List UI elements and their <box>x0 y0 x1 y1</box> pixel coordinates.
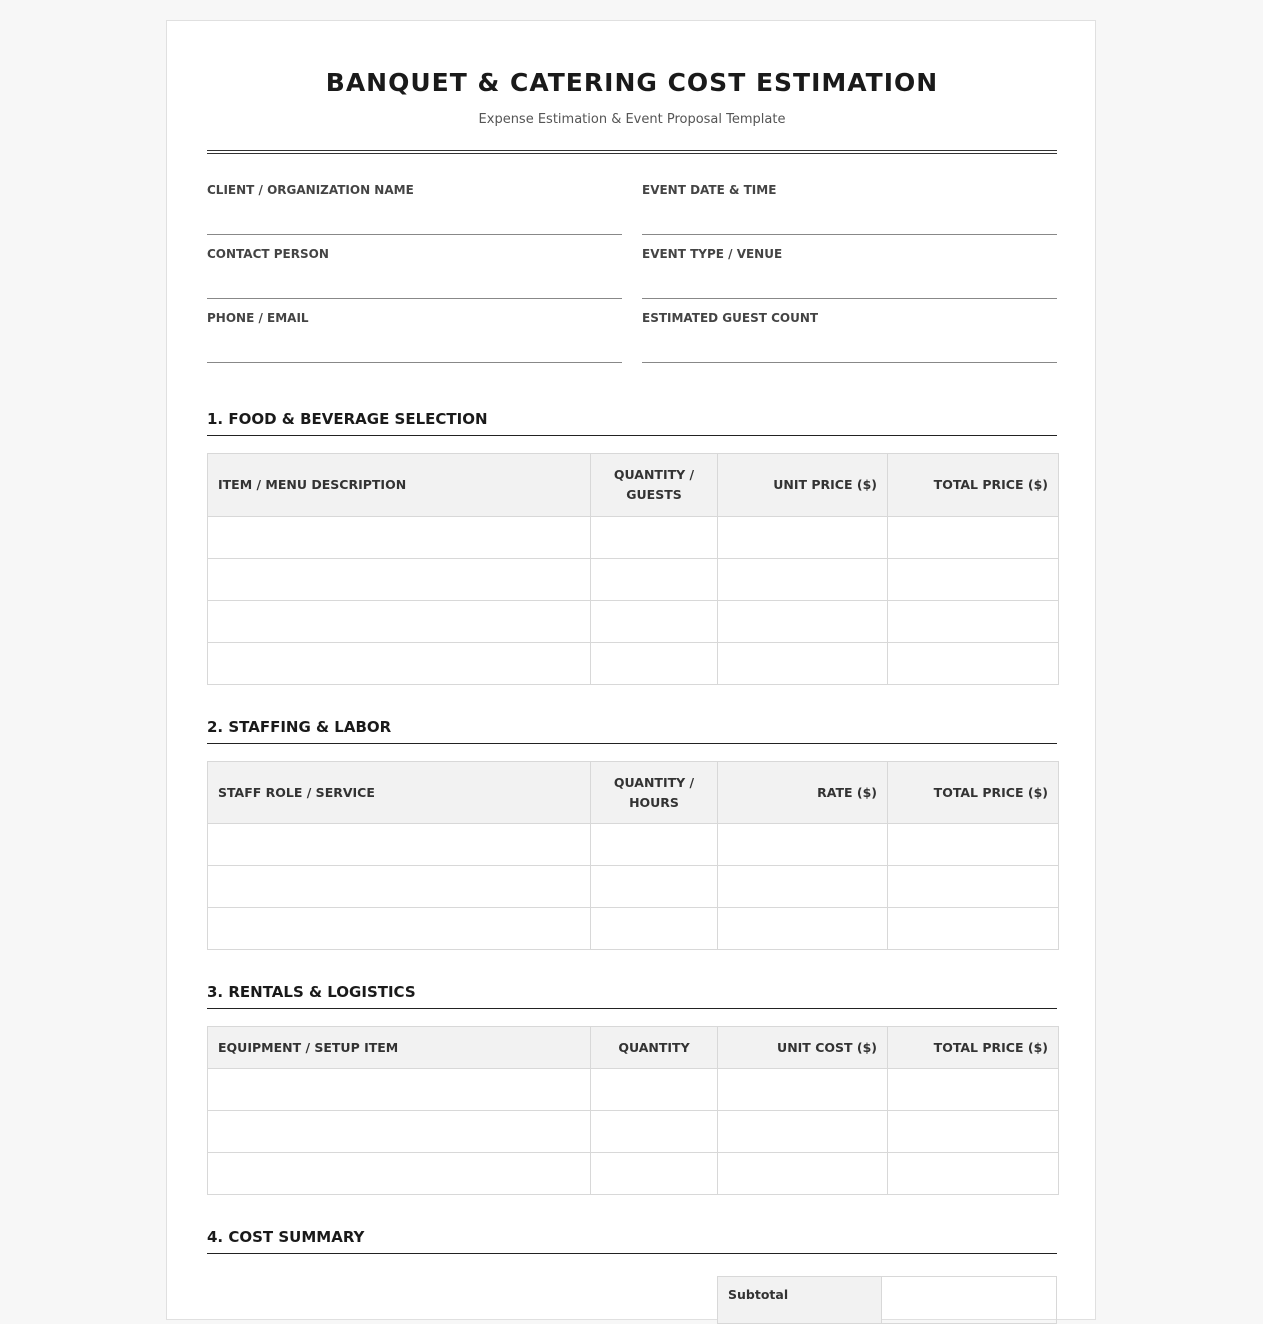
event-date-time-label: EVENT DATE & TIME <box>642 183 777 197</box>
table-cell[interactable] <box>591 824 718 866</box>
table-cell[interactable] <box>208 824 591 866</box>
table-cell[interactable] <box>208 643 591 685</box>
table-cell[interactable] <box>718 559 888 601</box>
table-cell[interactable] <box>591 643 718 685</box>
table-row <box>208 866 1059 908</box>
guest-count-field[interactable] <box>642 311 1057 363</box>
column-header: TOTAL PRICE ($) <box>888 454 1059 517</box>
document-page <box>166 20 1096 1320</box>
table-row <box>208 1069 1059 1111</box>
event-type-venue-field[interactable] <box>642 247 1057 299</box>
table-row <box>208 1153 1059 1195</box>
table-cell[interactable] <box>888 908 1059 950</box>
column-header: EQUIPMENT / SETUP ITEM <box>208 1027 591 1069</box>
rentals-table <box>207 1026 1059 1195</box>
table-cell[interactable] <box>591 517 718 559</box>
table-cell[interactable] <box>718 824 888 866</box>
section-title-summary: 4. COST SUMMARY <box>207 1228 1057 1254</box>
column-header: QUANTITY <box>591 1027 718 1069</box>
table-cell[interactable] <box>208 559 591 601</box>
client-name-field[interactable] <box>207 183 622 235</box>
table-cell[interactable] <box>208 866 591 908</box>
section-title-staffing: 2. STAFFING & LABOR <box>207 718 1057 744</box>
subtotal-label: Subtotal <box>718 1277 882 1324</box>
table-cell[interactable] <box>718 1111 888 1153</box>
column-header: QUANTITY / GUESTS <box>591 454 718 517</box>
column-header: UNIT COST ($) <box>718 1027 888 1069</box>
phone-email-field[interactable] <box>207 311 622 363</box>
section-title-rentals: 3. RENTALS & LOGISTICS <box>207 983 1057 1009</box>
table-header-row <box>208 1027 1059 1069</box>
table-cell[interactable] <box>208 601 591 643</box>
header-divider <box>207 150 1057 154</box>
table-row <box>208 559 1059 601</box>
event-type-venue-label: EVENT TYPE / VENUE <box>642 247 783 261</box>
table-row <box>208 643 1059 685</box>
table-header-row <box>208 762 1059 824</box>
table-cell[interactable] <box>591 1069 718 1111</box>
table-cell[interactable] <box>718 1069 888 1111</box>
column-header: UNIT PRICE ($) <box>718 454 888 517</box>
event-date-time-field[interactable] <box>642 183 1057 235</box>
table-cell[interactable] <box>591 1153 718 1195</box>
column-header: RATE ($) <box>718 762 888 824</box>
table-cell[interactable] <box>718 601 888 643</box>
table-cell[interactable] <box>208 1069 591 1111</box>
document-subtitle: Expense Estimation & Event Proposal Template <box>478 112 786 127</box>
table-cell[interactable] <box>888 601 1059 643</box>
table-row <box>208 824 1059 866</box>
table-row <box>208 601 1059 643</box>
contact-person-label: CONTACT PERSON <box>207 247 329 261</box>
cost-summary-table <box>717 1276 1057 1324</box>
subtotal-value-cell[interactable] <box>882 1277 1057 1324</box>
contact-person-field[interactable] <box>207 247 622 299</box>
phone-email-label: PHONE / EMAIL <box>207 311 309 325</box>
table-cell[interactable] <box>591 908 718 950</box>
table-cell[interactable] <box>718 517 888 559</box>
table-cell[interactable] <box>888 1153 1059 1195</box>
table-cell[interactable] <box>888 866 1059 908</box>
table-cell[interactable] <box>888 1111 1059 1153</box>
guest-count-label: ESTIMATED GUEST COUNT <box>642 311 819 325</box>
document-title: BANQUET & CATERING COST ESTIMATION <box>325 68 939 97</box>
table-cell[interactable] <box>888 559 1059 601</box>
section-title-food: 1. FOOD & BEVERAGE SELECTION <box>207 410 1057 436</box>
column-header: ITEM / MENU DESCRIPTION <box>208 454 591 517</box>
table-row <box>208 1111 1059 1153</box>
table-cell[interactable] <box>208 517 591 559</box>
table-cell[interactable] <box>591 1111 718 1153</box>
table-row <box>208 517 1059 559</box>
table-cell[interactable] <box>208 908 591 950</box>
table-row <box>208 908 1059 950</box>
column-header: QUANTITY / HOURS <box>591 762 718 824</box>
table-cell[interactable] <box>591 601 718 643</box>
table-cell[interactable] <box>208 1153 591 1195</box>
column-header: TOTAL PRICE ($) <box>888 762 1059 824</box>
table-cell[interactable] <box>888 1069 1059 1111</box>
column-header: TOTAL PRICE ($) <box>888 1027 1059 1069</box>
staffing-table <box>207 761 1059 950</box>
summary-row <box>718 1277 1057 1324</box>
table-cell[interactable] <box>718 1153 888 1195</box>
table-cell[interactable] <box>591 559 718 601</box>
table-cell[interactable] <box>208 1111 591 1153</box>
table-cell[interactable] <box>718 908 888 950</box>
client-name-label: CLIENT / ORGANIZATION NAME <box>207 183 414 197</box>
food-table <box>207 453 1059 685</box>
column-header: STAFF ROLE / SERVICE <box>208 762 591 824</box>
table-cell[interactable] <box>888 643 1059 685</box>
table-cell[interactable] <box>888 517 1059 559</box>
table-header-row <box>208 454 1059 517</box>
table-cell[interactable] <box>718 866 888 908</box>
table-cell[interactable] <box>591 866 718 908</box>
table-cell[interactable] <box>718 643 888 685</box>
table-cell[interactable] <box>888 824 1059 866</box>
